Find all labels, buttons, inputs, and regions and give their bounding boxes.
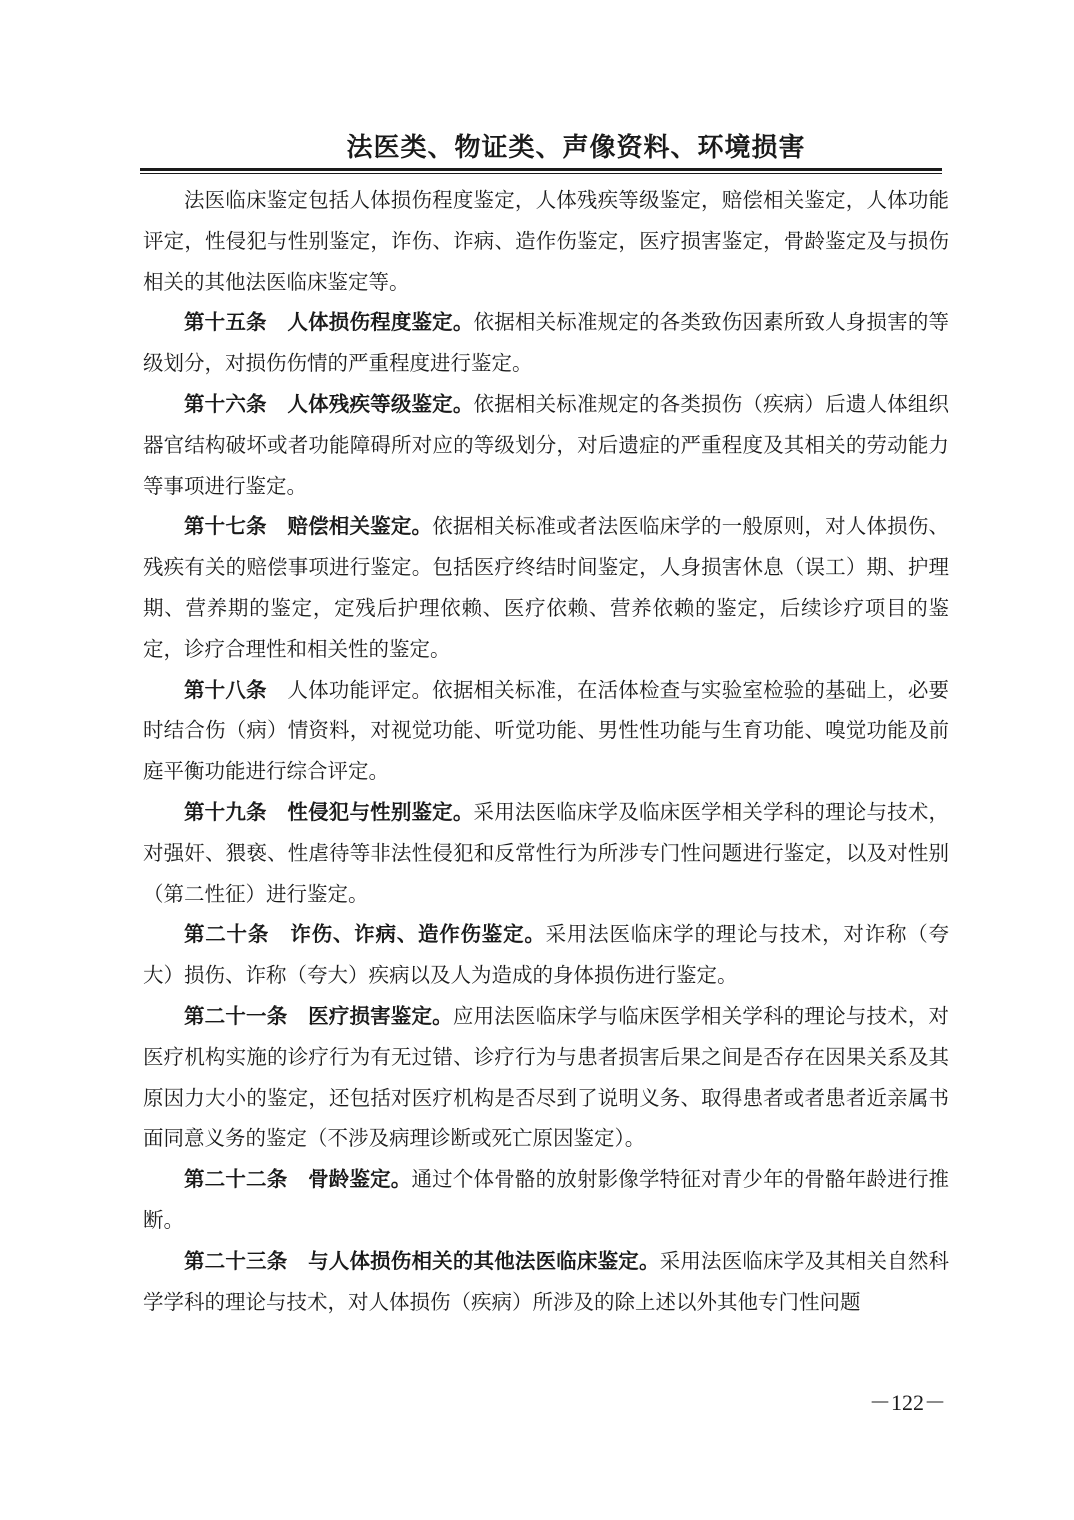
page-header [140, 128, 942, 176]
header-rule-thin [140, 173, 942, 174]
article-heading: 性侵犯与性别鉴定。 [287, 799, 474, 824]
article-label: 第十七条 [184, 514, 267, 539]
article-23 [143, 1241, 949, 1323]
article-text: 依据相关标准规定的各类致伤因素所致人身损害的等级划分，对损伤伤情的严重程度进行鉴定。 [143, 310, 950, 376]
article-label: 第十九条 [184, 799, 267, 824]
article-label: 第十六条 [184, 391, 267, 416]
article-19 [143, 792, 949, 914]
article-text: 依据相关标准或者法医临床学的一般原则，对人体损伤、残疾有关的赔偿事项进行鉴定。包括医疗终结时间鉴定，人身损害休息（误工）期、护理期、营养期的鉴定，定残后护理依赖、医疗依赖、营养依赖的鉴定，后续诊疗项目的鉴定，诊疗合理性和相关性的鉴定。 [143, 514, 950, 661]
article-16 [143, 384, 949, 506]
article-label: 第二十三条 [184, 1248, 288, 1273]
article-18 [143, 670, 949, 792]
article-heading: 赔偿相关鉴定。 [287, 514, 433, 539]
article-15 [143, 302, 949, 384]
paragraph-text: 法医临床鉴定包括人体损伤程度鉴定，人体残疾等级鉴定，赔偿相关鉴定，人体功能评定，性侵犯与性别鉴定，诈伤、诈病、造作伤鉴定，医疗损害鉴定，骨龄鉴定及与损伤相关的其他法医临床鉴定等。 [143, 188, 949, 294]
header-rule-thick [140, 168, 942, 171]
header-title: 法医类、物证类、声像资料、环境损害 [346, 133, 806, 163]
article-text: 人体功能评定。依据相关标准，在活体检查与实验室检验的基础上，必要时结合伤（病）情资料，对视觉功能、听觉功能、男性性功能与生育功能、嗅觉功能及前庭平衡功能进行综合评定。 [143, 677, 950, 784]
article-label: 第十八条 [184, 677, 267, 702]
article-heading: 人体残疾等级鉴定。 [287, 391, 474, 416]
article-label: 第二十一条 [184, 1003, 288, 1028]
article-label: 第二十二条 [184, 1167, 288, 1192]
article-text: 采用法医临床学的理论与技术，对诈称（夸大）损伤、诈称（夸大）疾病以及人为造成的身体损伤进行鉴定。 [143, 922, 950, 988]
body-text [143, 180, 949, 1322]
article-heading: 骨龄鉴定。 [307, 1167, 412, 1192]
article-text: 采用法医临床学及其相关自然科学学科的理论与技术，对人体损伤（疾病）所涉及的除上述以外其他专门性问题 [143, 1248, 950, 1314]
paragraph-intro [143, 180, 949, 302]
article-17 [143, 506, 949, 669]
article-label: 第十五条 [184, 310, 267, 335]
article-heading: 医疗损害鉴定。 [307, 1003, 453, 1028]
article-21 [143, 996, 949, 1159]
article-text: 依据相关标准规定的各类损伤（疾病）后遗人体组织器官结构破坏或者功能障碍所对应的等级划分，对后遗症的严重程度及其相关的劳动能力等事项进行鉴定。 [143, 391, 950, 498]
article-text: 通过个体骨骼的放射影像学特征对青少年的骨骼年龄进行推断。 [143, 1167, 950, 1232]
page-number: －122－ [868, 1390, 946, 1415]
article-20 [143, 914, 949, 996]
article-heading: 诈伤、诈病、造作伤鉴定。 [289, 922, 546, 947]
article-heading: 与人体损伤相关的其他法医临床鉴定。 [307, 1248, 660, 1273]
article-label: 第二十条 [184, 922, 270, 947]
article-heading: 人体损伤程度鉴定。 [287, 310, 474, 335]
article-text: 采用法医临床学及临床医学相关学科的理论与技术，对强奸、猥亵、性虐待等非法性侵犯和反常性行为所涉专门性问题进行鉴定，以及对性别（第二性征）进行鉴定。 [143, 799, 950, 906]
article-22 [143, 1159, 949, 1241]
article-text: 应用法医临床学与临床医学相关学科的理论与技术，对医疗机构实施的诊疗行为有无过错、诊疗行为与患者损害后果之间是否存在因果关系及其原因力大小的鉴定，还包括对医疗机构是否尽到了说明义务、取得患者或者患者近亲属书面同意义务的鉴定（不涉及病理诊断或死亡原因鉴定）。 [143, 1003, 950, 1151]
